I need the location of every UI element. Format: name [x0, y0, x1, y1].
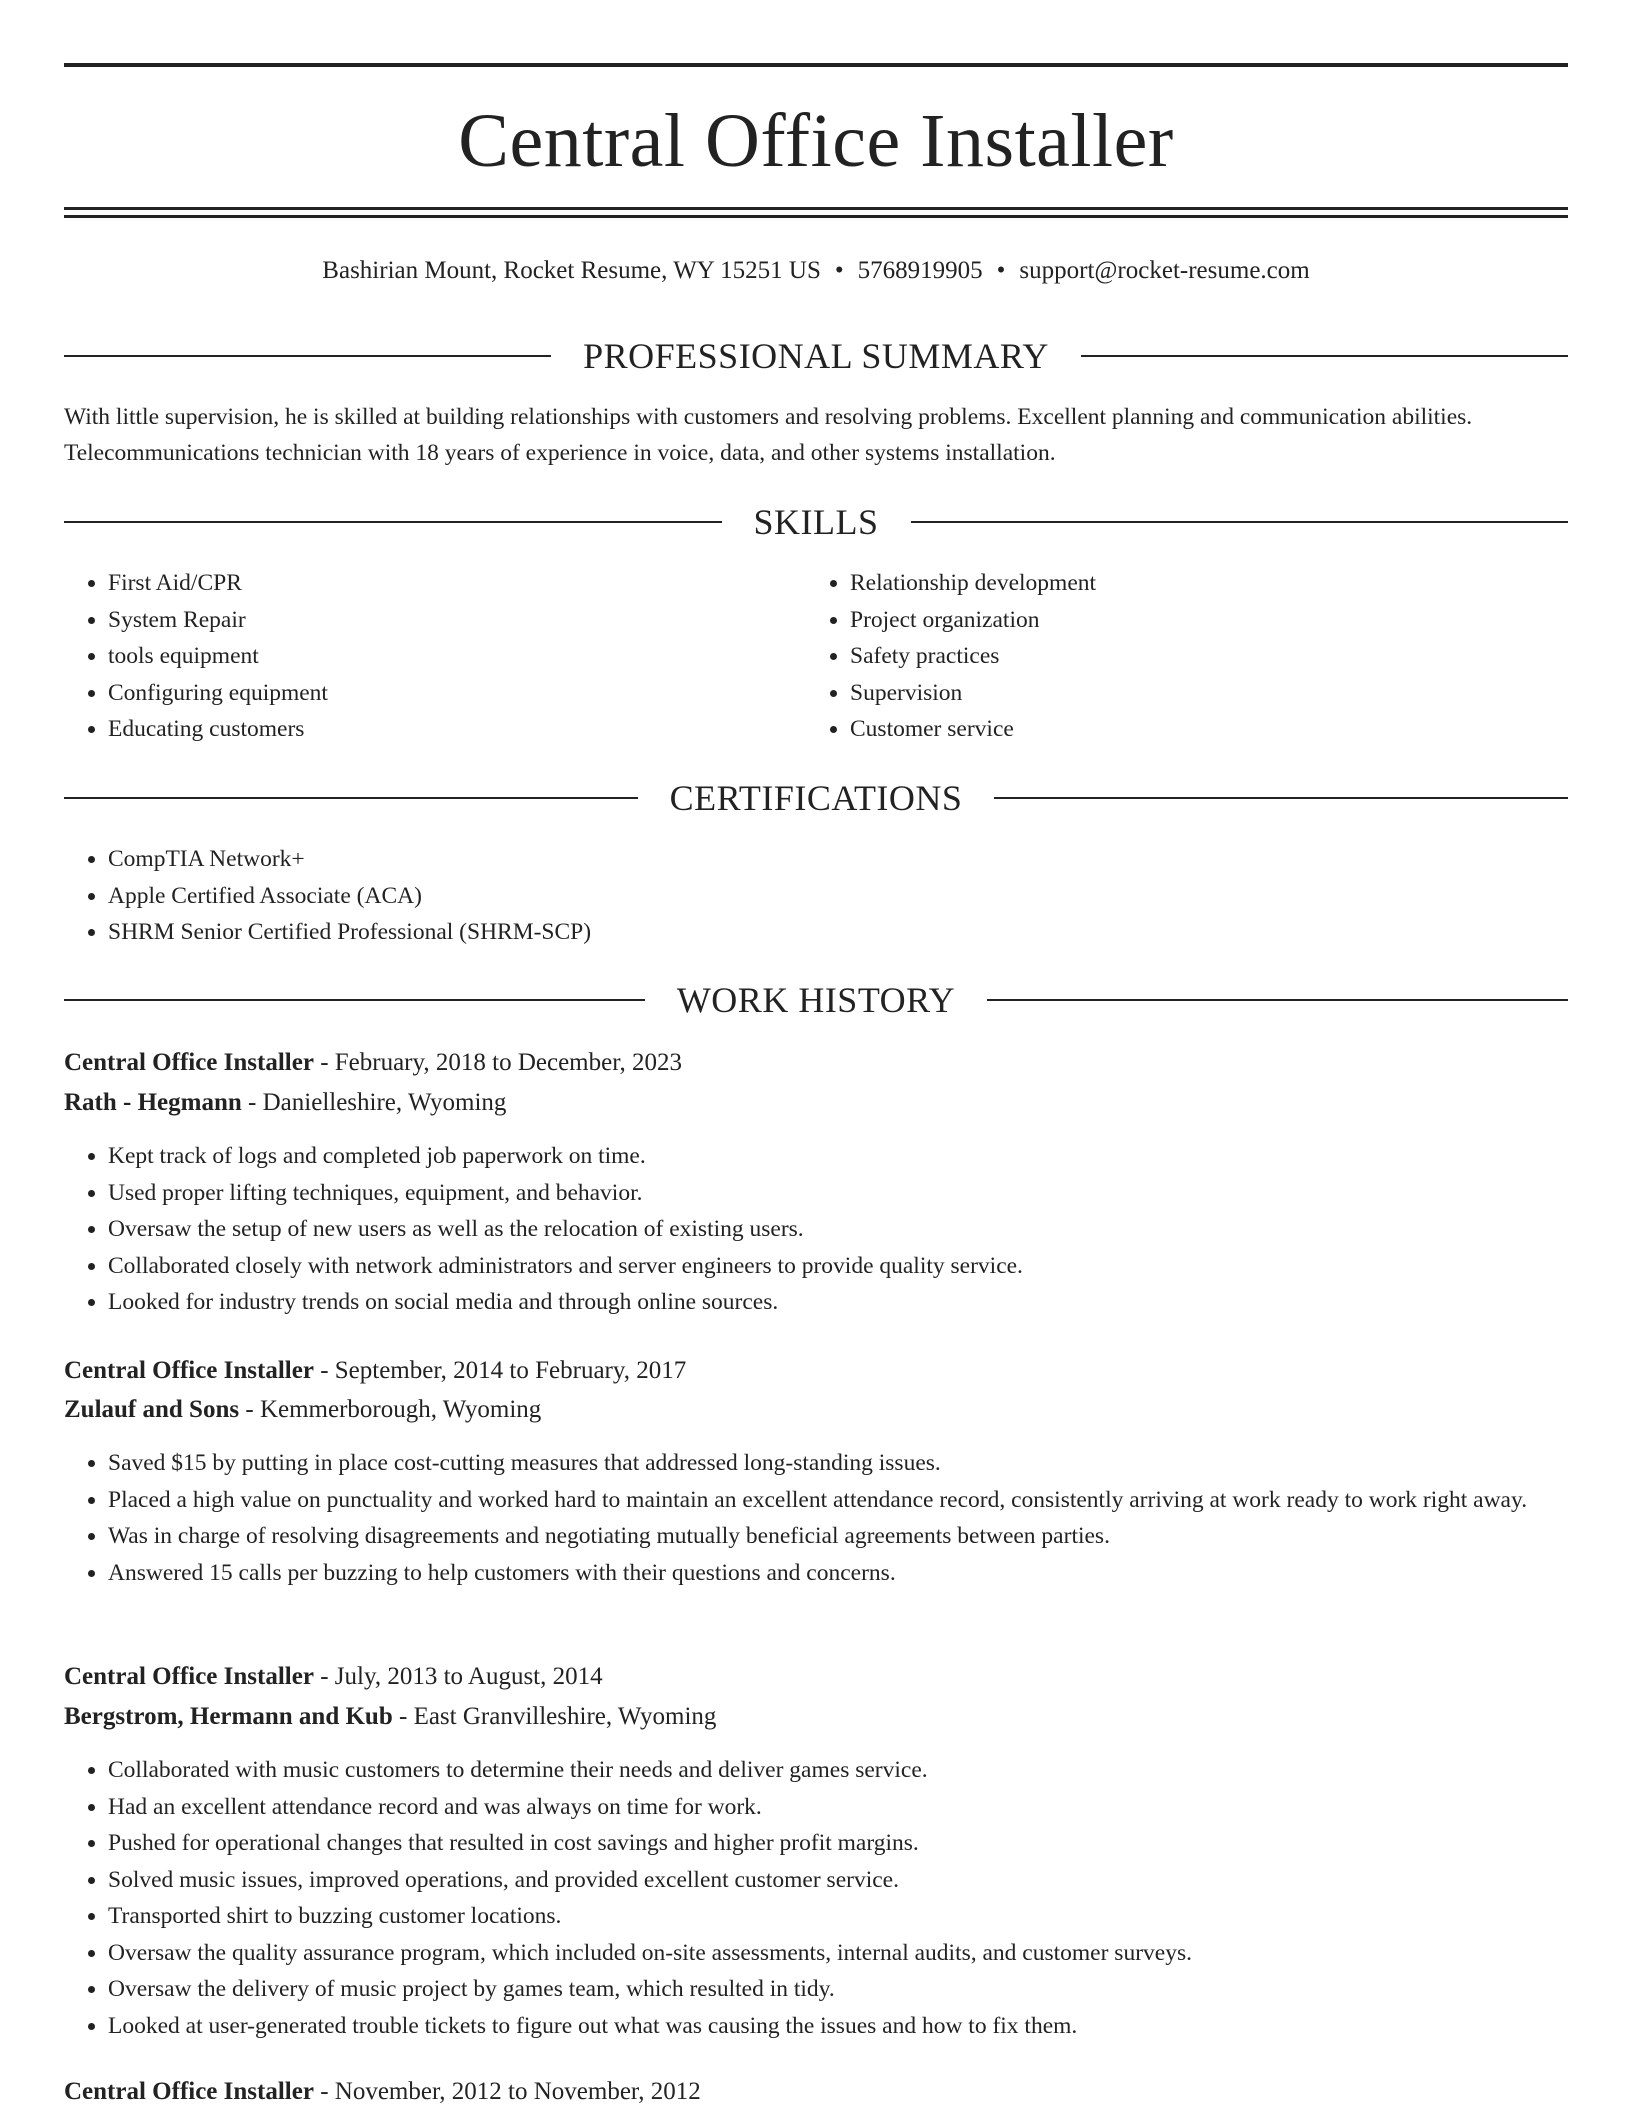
list-item: • First Aid/CPR: [108, 565, 808, 602]
list-item: • Oversaw the quality assurance program, which included on-site assessments, internal audits, and customer surveys.: [108, 1935, 1568, 1972]
job-bullets: [64, 1138, 1568, 1321]
skills-list-left: [64, 565, 808, 748]
heading-rule-left: [64, 521, 722, 523]
job-title: Central Office Installer: [64, 1357, 314, 1384]
heading-rule-left: [64, 355, 551, 357]
section-title: SKILLS: [753, 502, 879, 542]
list-item: • System Repair: [108, 602, 808, 639]
job-company-line: [64, 1698, 1568, 1736]
list-item: • Apple Certified Associate (ACA): [108, 878, 1568, 915]
list-item: • Pushed for operational changes that resulted in cost savings and higher profit margins.: [108, 1825, 1568, 1862]
job-bullets: [64, 1445, 1568, 1591]
list-item: • Project organization: [850, 602, 1550, 639]
dash: -: [313, 1357, 335, 1384]
page-title: Central Office Installer: [458, 99, 1174, 183]
contact-email: support@rocket-resume.com: [1019, 257, 1310, 284]
list-item: • tools equipment: [108, 638, 808, 675]
job-company-line: [64, 1391, 1568, 1429]
top-rule: [64, 63, 1568, 67]
contact-line: [64, 253, 1568, 289]
section-heading-work-history: [64, 978, 1568, 1022]
section-heading-skills: [64, 500, 1568, 544]
section-title: PROFESSIONAL SUMMARY: [583, 336, 1049, 376]
job-company: Rath - Hegmann: [64, 1089, 242, 1116]
job-dates: February, 2018 to December, 2023: [334, 1049, 683, 1076]
list-item: • Solved music issues, improved operations, and provided excellent customer service.: [108, 1862, 1568, 1899]
job-title-line: [64, 1352, 1568, 1390]
dash: -: [241, 1089, 263, 1116]
contact-separator: •: [834, 257, 844, 284]
section-title: WORK HISTORY: [676, 980, 956, 1020]
job-company: Bergstrom, Hermann and Kub: [64, 1703, 393, 1730]
job-dates: September, 2014 to February, 2017: [334, 1357, 687, 1384]
list-item: • Educating customers: [108, 711, 808, 748]
section-title: CERTIFICATIONS: [669, 778, 963, 818]
heading-rule-left: [64, 999, 645, 1001]
heading-rule-right: [987, 999, 1568, 1001]
list-item: • Oversaw the delivery of music project by games team, which resulted in tidy.: [108, 1971, 1568, 2008]
skills-list-right: [806, 565, 1550, 748]
list-item: • Supervision: [850, 675, 1550, 712]
job-title: Central Office Installer: [64, 2078, 314, 2105]
contact-address: Bashirian Mount, Rocket Resume, WY 15251 US: [322, 257, 821, 284]
job-company-line: [64, 1084, 1568, 1122]
job-location: Danielleshire, Wyoming: [262, 1089, 507, 1116]
contact-separator: •: [996, 257, 1006, 284]
heading-rule-right: [1081, 355, 1568, 357]
list-item: • Answered 15 calls per buzzing to help customers with their questions and concerns.: [108, 1555, 1568, 1592]
contact-phone: 5768919905: [857, 257, 983, 284]
dash: -: [313, 2078, 335, 2105]
job-title-line: [64, 1044, 1568, 1082]
dash: -: [239, 1396, 260, 1423]
list-item: • Collaborated closely with network administrators and server engineers to provide quality service.: [108, 1248, 1568, 1285]
list-item: • Looked at user-generated trouble tickets to figure out what was causing the issues and how to fix them.: [108, 2008, 1568, 2045]
certifications-list: [64, 841, 1568, 951]
list-item: • Transported shirt to buzzing customer locations.: [108, 1898, 1568, 1935]
list-item: • Used proper lifting techniques, equipment, and behavior.: [108, 1175, 1568, 1212]
job-company: Zulauf and Sons: [64, 1396, 240, 1423]
list-item: • SHRM Senior Certified Professional (SHRM-SCP): [108, 914, 1568, 951]
list-item: • Safety practices: [850, 638, 1550, 675]
job-location: Kemmerborough, Wyoming: [259, 1396, 542, 1423]
job-title-line: [64, 2073, 1568, 2111]
list-item: • Configuring equipment: [108, 675, 808, 712]
section-heading-summary: [64, 334, 1568, 378]
title-rule-lower: [64, 215, 1568, 218]
list-item: • Customer service: [850, 711, 1550, 748]
dash: -: [392, 1703, 414, 1730]
heading-rule-right: [911, 521, 1569, 523]
job-location: East Granvilleshire, Wyoming: [413, 1703, 717, 1730]
job-bullets: [64, 1752, 1568, 2044]
list-item: • Kept track of logs and completed job paperwork on time.: [108, 1138, 1568, 1175]
job-title: Central Office Installer: [64, 1049, 314, 1076]
summary-text: With little supervision, he is skilled at building relationships with customers and resolving problems. Excellent planning and communication abilities. Telecommunications technician with 18 years of experience in voice, data, and other systems installation.: [64, 404, 1473, 466]
list-item: • Oversaw the setup of new users as well as the relocation of existing users.: [108, 1211, 1568, 1248]
title-rule-upper: [64, 207, 1568, 210]
job-dates: July, 2013 to August, 2014: [334, 1663, 603, 1690]
list-item: • Looked for industry trends on social media and through online sources.: [108, 1284, 1568, 1321]
heading-rule-right: [994, 797, 1568, 799]
list-item: • Saved $15 by putting in place cost-cutting measures that addressed long-standing issues.: [108, 1445, 1568, 1482]
list-item: • Relationship development: [850, 565, 1550, 602]
list-item: • Collaborated with music customers to determine their needs and deliver games service.: [108, 1752, 1568, 1789]
job-title: Central Office Installer: [64, 1663, 314, 1690]
list-item: • Was in charge of resolving disagreements and negotiating mutually beneficial agreements between parties.: [108, 1518, 1568, 1555]
heading-rule-left: [64, 797, 638, 799]
job-dates: November, 2012 to November, 2012: [334, 2078, 701, 2105]
job-title-line: [64, 1658, 1568, 1696]
dash: -: [313, 1049, 335, 1076]
dash: -: [313, 1663, 335, 1690]
section-heading-certifications: [64, 776, 1568, 820]
list-item: • Had an excellent attendance record and was always on time for work.: [108, 1789, 1568, 1826]
list-item: • Placed a high value on punctuality and worked hard to maintain an excellent attendance record, consistently arriving at work ready to work right away.: [108, 1482, 1568, 1519]
list-item: • CompTIA Network+: [108, 841, 1568, 878]
